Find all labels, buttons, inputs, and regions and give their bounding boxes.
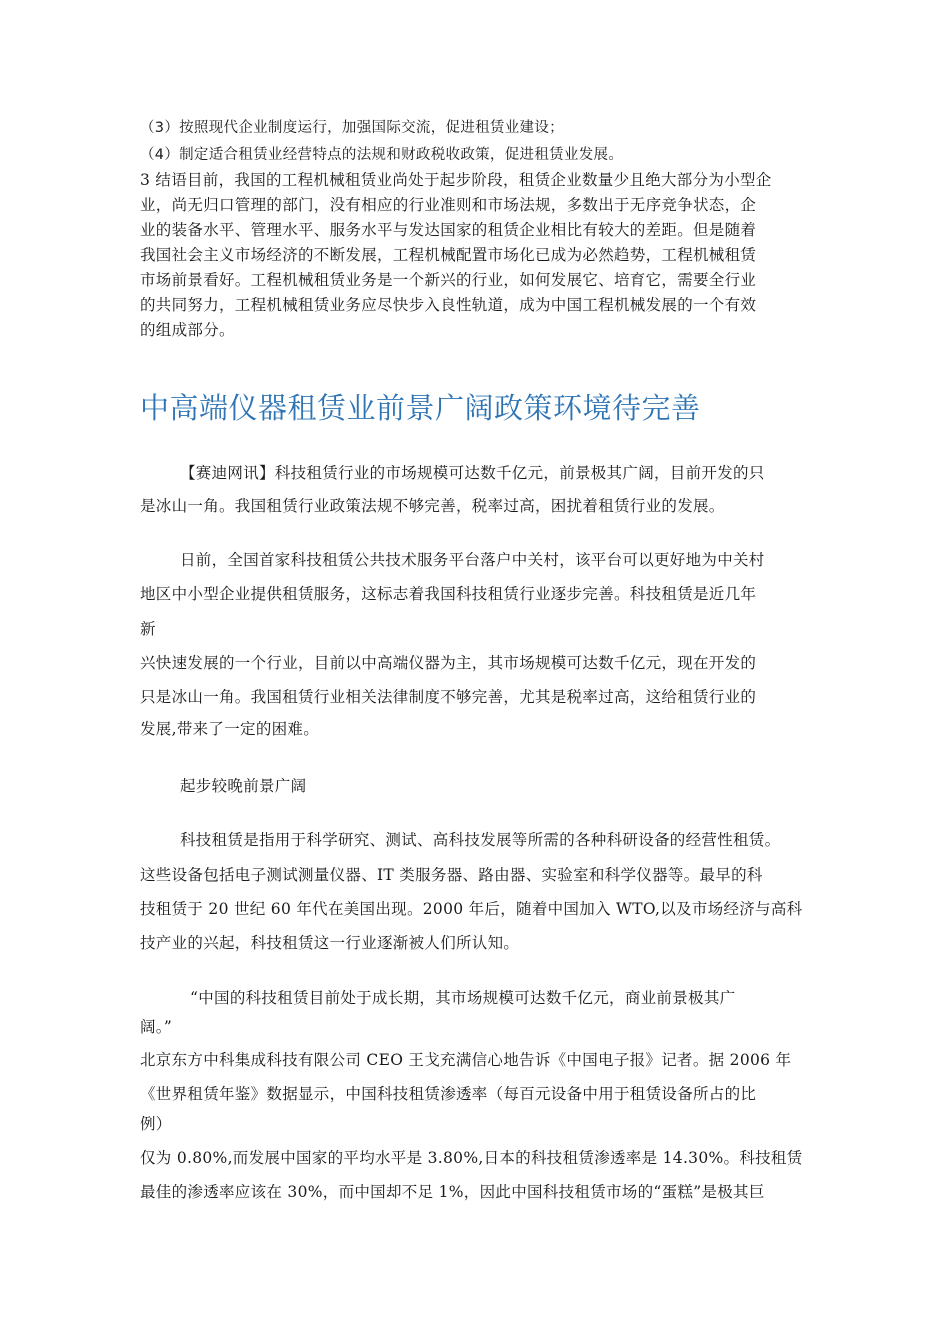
paragraph-line: 【赛迪网讯】科技租赁行业的市场规模可达数千亿元，前景极其广阔，目前开发的只	[180, 464, 765, 482]
conclusion-line: 业的装备水平、管理水平、服务水平与发达国家的租赁企业相比有较大的差距。但是随着	[140, 221, 757, 239]
paragraph-line: 是冰山一角。我国租赁行业政策法规不够完善，税率过高，困扰着租赁行业的发展。	[140, 497, 725, 515]
paragraph-line: 仅为 0.80%,而发展中国家的平均水平是 3.80%,日本的科技租赁渗透率是 14.30%。科技租赁	[140, 1149, 803, 1167]
paragraph-line: 《世界租赁年鉴》数据显示，中国科技租赁渗透率（每百元设备中用于租赁设备所占的比	[140, 1085, 757, 1103]
paragraph-line: 阔。”	[140, 1018, 173, 1036]
paragraph-line: 发展,带来了一定的困难。	[140, 720, 320, 738]
paragraph-line: 技租赁于 20 世纪 60 年代在美国出现。2000 年后，随着中国加入 WTO,以及市场经济与高科	[140, 900, 803, 918]
paragraph-line: 新	[140, 620, 156, 638]
paragraph-line: 最佳的渗透率应该在 30%，而中国却不足 1%，因此中国科技租赁市场的“蛋糕”是极其巨	[140, 1183, 765, 1201]
paragraph-line: 日前，全国首家科技租赁公共技术服务平台落户中关村，该平台可以更好地为中关村	[180, 551, 765, 569]
paragraph-line: 这些设备包括电子测试测量仪器、IT 类服务器、路由器、实验室和科学仪器等。最早的科	[140, 866, 763, 884]
paragraph-line: 北京东方中科集成科技有限公司 CEO 王戈充满信心地告诉《中国电子报》记者。据 2006 年	[140, 1051, 792, 1069]
conclusion-line: 的组成部分。	[140, 321, 235, 339]
conclusion-line: 业，尚无归口管理的部门，没有相应的行业准则和市场法规，多数出于无序竞争状态，企	[140, 196, 757, 214]
paragraph-line: 兴快速发展的一个行业，目前以中高端仪器为主，其市场规模可达数千亿元，现在开发的	[140, 654, 757, 672]
conclusion-line: 3 结语目前，我国的工程机械租赁业尚处于起步阶段，租赁企业数量少且绝大部分为小型企	[140, 171, 772, 189]
conclusion-line: 我国社会主义市场经济的不断发展，工程机械配置市场化已成为必然趋势，工程机械租赁	[140, 246, 757, 264]
list-item-3: （3）按照现代企业制度运行，加强国际交流，促进租赁业建设；	[140, 120, 564, 136]
conclusion-line: 的共同努力，工程机械租赁业务应尽快步入良性轨道，成为中国工程机械发展的一个有效	[140, 296, 757, 314]
paragraph-line: 只是冰山一角。我国租赁行业相关法律制度不够完善，尤其是税率过高，这给租赁行业的	[140, 688, 757, 706]
section-subheading: 起步较晚前景广阔	[180, 777, 307, 795]
paragraph-line: 例）	[140, 1115, 172, 1133]
list-item-4: （4）制定适合租赁业经营特点的法规和财政税收政策，促进租赁业发展。	[140, 147, 624, 163]
paragraph-line: “中国的科技租赁目前处于成长期，其市场规模可达数千亿元，商业前景极其广	[190, 989, 736, 1007]
paragraph-line: 科技租赁是指用于科学研究、测试、高科技发展等所需的各种科研设备的经营性租赁。	[180, 831, 781, 849]
paragraph-line: 技产业的兴起，科技租赁这一行业逐渐被人们所认知。	[140, 934, 520, 952]
conclusion-line: 市场前景看好。工程机械租赁业务是一个新兴的行业，如何发展它、培育它，需要全行业	[140, 271, 757, 289]
paragraph-line: 地区中小型企业提供租赁服务，这标志着我国科技租赁行业逐步完善。科技租赁是近几年	[140, 585, 757, 603]
article-title: 中高端仪器租赁业前景广阔政策环境待完善	[140, 391, 701, 425]
